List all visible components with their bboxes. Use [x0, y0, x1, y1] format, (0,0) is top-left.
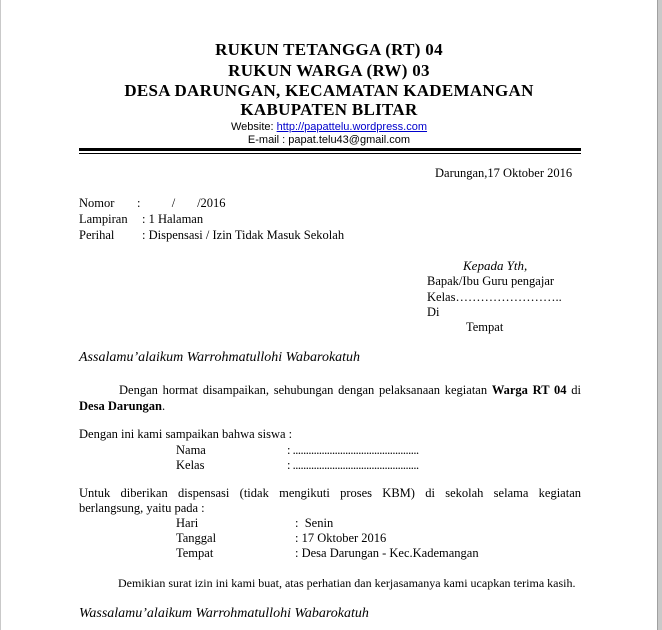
kelas-label: Kelas [176, 458, 205, 472]
dispensation-line1: Untuk diberikan dispensasi (tidak mengikuti proses KBM) di sekolah selama kegiatan [79, 486, 581, 500]
recipient-di: Di [427, 305, 440, 319]
letterhead-website [1, 121, 657, 133]
letterhead-email: E-mail : papat.telu43@gmail.com [247, 134, 411, 146]
lampiran-label: Lampiran [79, 212, 128, 226]
hari-label: Hari [176, 516, 199, 530]
greeting: Assalamu’alaikum Warrohmatullohi Wabarokatuh [79, 350, 361, 365]
opening-bold-desa: Desa Darungan [79, 399, 162, 413]
letterhead-kabupaten: KABUPATEN BLITAR [240, 100, 418, 119]
hari-value: : Senin [295, 516, 334, 530]
letter-page [1, 0, 658, 630]
farewell: Wassalamu’alaikum Warrohmatullohi Wabarokatuh [79, 606, 369, 621]
recipient-tempat: Tempat [466, 320, 504, 334]
opening-text-b: di [571, 383, 582, 397]
student-intro: Dengan ini kami sampaikan bahwa siswa : [79, 427, 293, 441]
nama-label: Nama [176, 443, 206, 457]
tanggal-value: : 17 Oktober 2016 [295, 531, 387, 545]
opening-bold-rt: Warga RT 04 [491, 383, 567, 397]
opening-text-c: . [162, 399, 166, 413]
header-rule-thin [79, 153, 581, 154]
website-link[interactable]: http://papattelu.wordpress.com [276, 121, 428, 133]
closing-paragraph: Demikian surat izin ini kami buat, atas perhatian dan kerjasamanya kami ucapkan terima kasih. [118, 576, 576, 590]
opening-text-a: Dengan hormat disampaikan, sehubungan dengan pelaksanaan kegiatan [119, 383, 492, 397]
tanggal-label: Tanggal [176, 531, 217, 545]
lampiran-value: : 1 Halaman [142, 212, 204, 226]
recipient-kelas: Kelas…………………….. [427, 290, 562, 304]
dispensation-line2: berlangsung, yaitu pada : [79, 501, 205, 515]
nomor-value: : / /2016 [137, 196, 226, 210]
perihal-value: : Dispensasi / Izin Tidak Masuk Sekolah [142, 228, 345, 242]
perihal-label: Perihal [79, 228, 115, 242]
website-label: Website: [230, 121, 277, 133]
letter-date: Darungan,17 Oktober 2016 [435, 166, 573, 180]
opening-paragraph [79, 382, 581, 414]
recipient-guru: Bapak/Ibu Guru pengajar [427, 274, 555, 288]
tempat-value: : Desa Darungan - Kec.Kademangan [295, 546, 479, 560]
nama-value: : ................................................ [287, 443, 419, 457]
nomor-label: Nomor [79, 196, 115, 210]
letterhead-rw: RUKUN WARGA (RW) 03 [228, 61, 430, 80]
kelas-value: : ................................................ [287, 458, 419, 472]
header-rule-thick [79, 148, 581, 151]
letterhead-desa: DESA DARUNGAN, KECAMATAN KADEMANGAN [124, 81, 534, 100]
tempat-label: Tempat [176, 546, 214, 560]
letterhead-rt: RUKUN TETANGGA (RT) 04 [215, 40, 443, 59]
recipient-kepada: Kepada Yth, [463, 258, 528, 273]
